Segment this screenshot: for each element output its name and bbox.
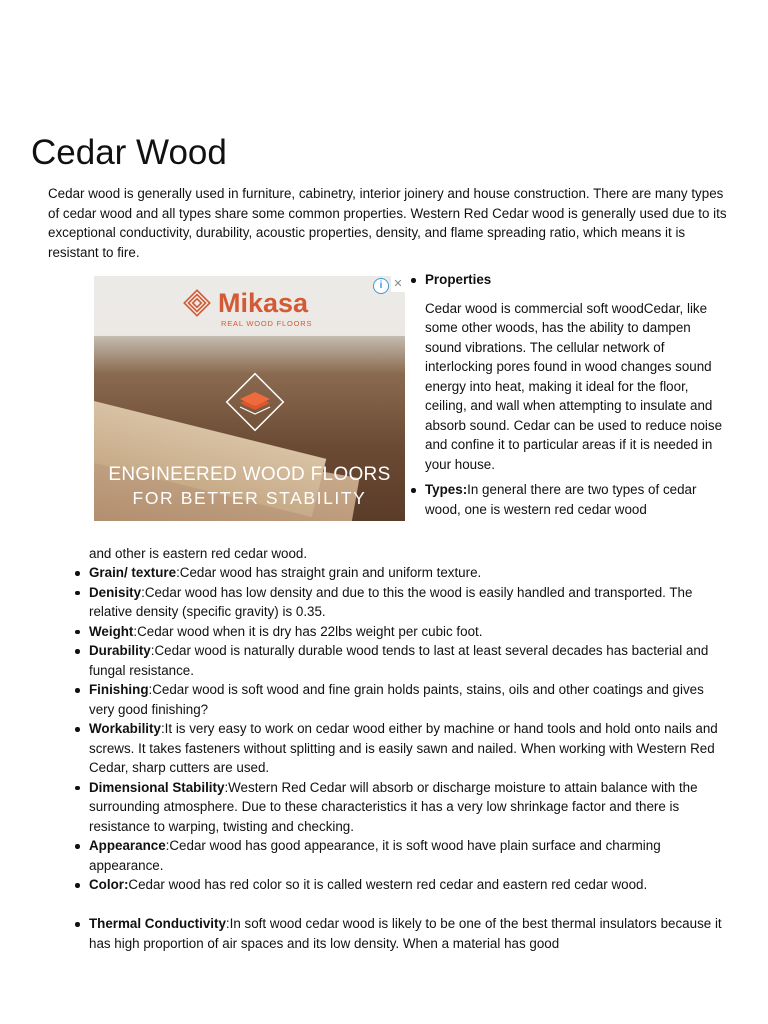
item-label: Durability: [89, 643, 151, 658]
page-title: Cedar Wood: [31, 133, 227, 172]
side-list: [408, 270, 728, 519]
list-item: [72, 914, 732, 953]
item-text: :Cedar wood is naturally durable wood tends to last at least several decades has bacterial and fungal resistance.: [89, 643, 709, 678]
list-item: [72, 778, 732, 837]
list-item-properties: [408, 270, 728, 474]
ad-subline: FOR BETTER STABILITY: [132, 488, 367, 508]
item-text: :In soft wood cedar wood is likely to be one of the best thermal insulators because it has high proportion of air spaces and its low density. When a material has good: [89, 916, 722, 951]
item-text: :Cedar wood is soft wood and fine grain holds paints, stains, oils and other coatings and gives very good finishing?: [89, 682, 704, 717]
item-text: :Cedar wood has low density and due to this the wood is easily handled and transported. The relative density (specific gravity) is 0.35.: [89, 584, 693, 619]
advertisement-banner[interactable]: [94, 276, 405, 521]
ad-close-icon[interactable]: ✕: [391, 276, 405, 292]
properties-list: [72, 563, 732, 953]
list-item: [72, 875, 732, 895]
list-item: [72, 641, 732, 680]
list-item: [72, 583, 732, 622]
types-text: In general there are two types of cedar wood, one is western red cedar wood: [425, 482, 697, 517]
list-item: [72, 680, 732, 719]
ad-brand-tagline: REAL WOOD FLOORS: [221, 319, 313, 328]
ad-info-icon[interactable]: i: [373, 278, 389, 294]
item-text: :Cedar wood when it is dry has 22lbs weight per cubic foot.: [133, 623, 483, 639]
item-label: Finishing: [89, 682, 149, 697]
item-label: Thermal Conductivity: [89, 916, 226, 931]
item-text: :Western Red Cedar will absorb or discharge moisture to attain balance with the surrounding atmosphere. Due to these characteristics it has a very low shrinkage factor and there is resistance to warping, twisting and checking.: [89, 779, 698, 834]
list-item: [72, 836, 732, 875]
item-text: :Cedar wood has good appearance, it is soft wood have plain surface and charming appearance.: [89, 838, 661, 873]
types-label: Types:: [425, 482, 468, 497]
item-text: :It is very easy to work on cedar wood either by machine or hand tools and hold onto nails and screws. It takes fasteners without splitting and is easily sawn and nailed. When working with Western Red Cedar, sharp cutters are used.: [89, 721, 718, 775]
properties-paragraph: Cedar wood is commercial soft woodCedar, like some other woods, has the ability to dampen sound vibrations. The cellular network of interlocking pores found in wood changes sound energy into heat, making it ideal for the floor, ceiling, and wall when attempting to insulate and absorb sound. Cedar can be used to reduce noise and confine it to particular areas if it is needed in your house.: [425, 300, 723, 472]
intro-paragraph: Cedar wood is generally used in furniture, cabinetry, interior joinery and house construction. There are many types of cedar wood and all types share some common properties. Western Red Cedar wood is generally used due to its exceptional conductivity, durability, acoustic properties, density, and flame spreading ratio, which means it is resistant to fire.: [48, 186, 727, 260]
types-continuation: and other is eastern red cedar wood.: [89, 546, 308, 561]
item-label: Grain/ texture: [89, 565, 177, 580]
item-label: Workability: [89, 721, 161, 736]
ad-brand-name: Mikasa: [218, 288, 309, 318]
properties-heading: Properties: [425, 272, 492, 287]
floor-layers-icon: [222, 369, 288, 435]
list-item: [72, 622, 732, 642]
item-label: Weight: [89, 623, 134, 639]
list-item-types: [408, 480, 728, 519]
item-label: Denisity: [89, 584, 142, 600]
list-item: [72, 563, 732, 583]
item-label: Color:: [89, 877, 129, 892]
item-text: Cedar wood has red color so it is called western red cedar and eastern red cedar wood.: [128, 877, 648, 892]
item-label: Dimensional Stability: [89, 779, 225, 795]
item-text: :Cedar wood has straight grain and uniform texture.: [176, 565, 482, 580]
item-label: Appearance: [89, 838, 166, 853]
ad-headline: ENGINEERED WOOD FLOORS: [108, 464, 391, 485]
list-item: [72, 719, 732, 778]
mikasa-logo-icon: [182, 288, 212, 318]
